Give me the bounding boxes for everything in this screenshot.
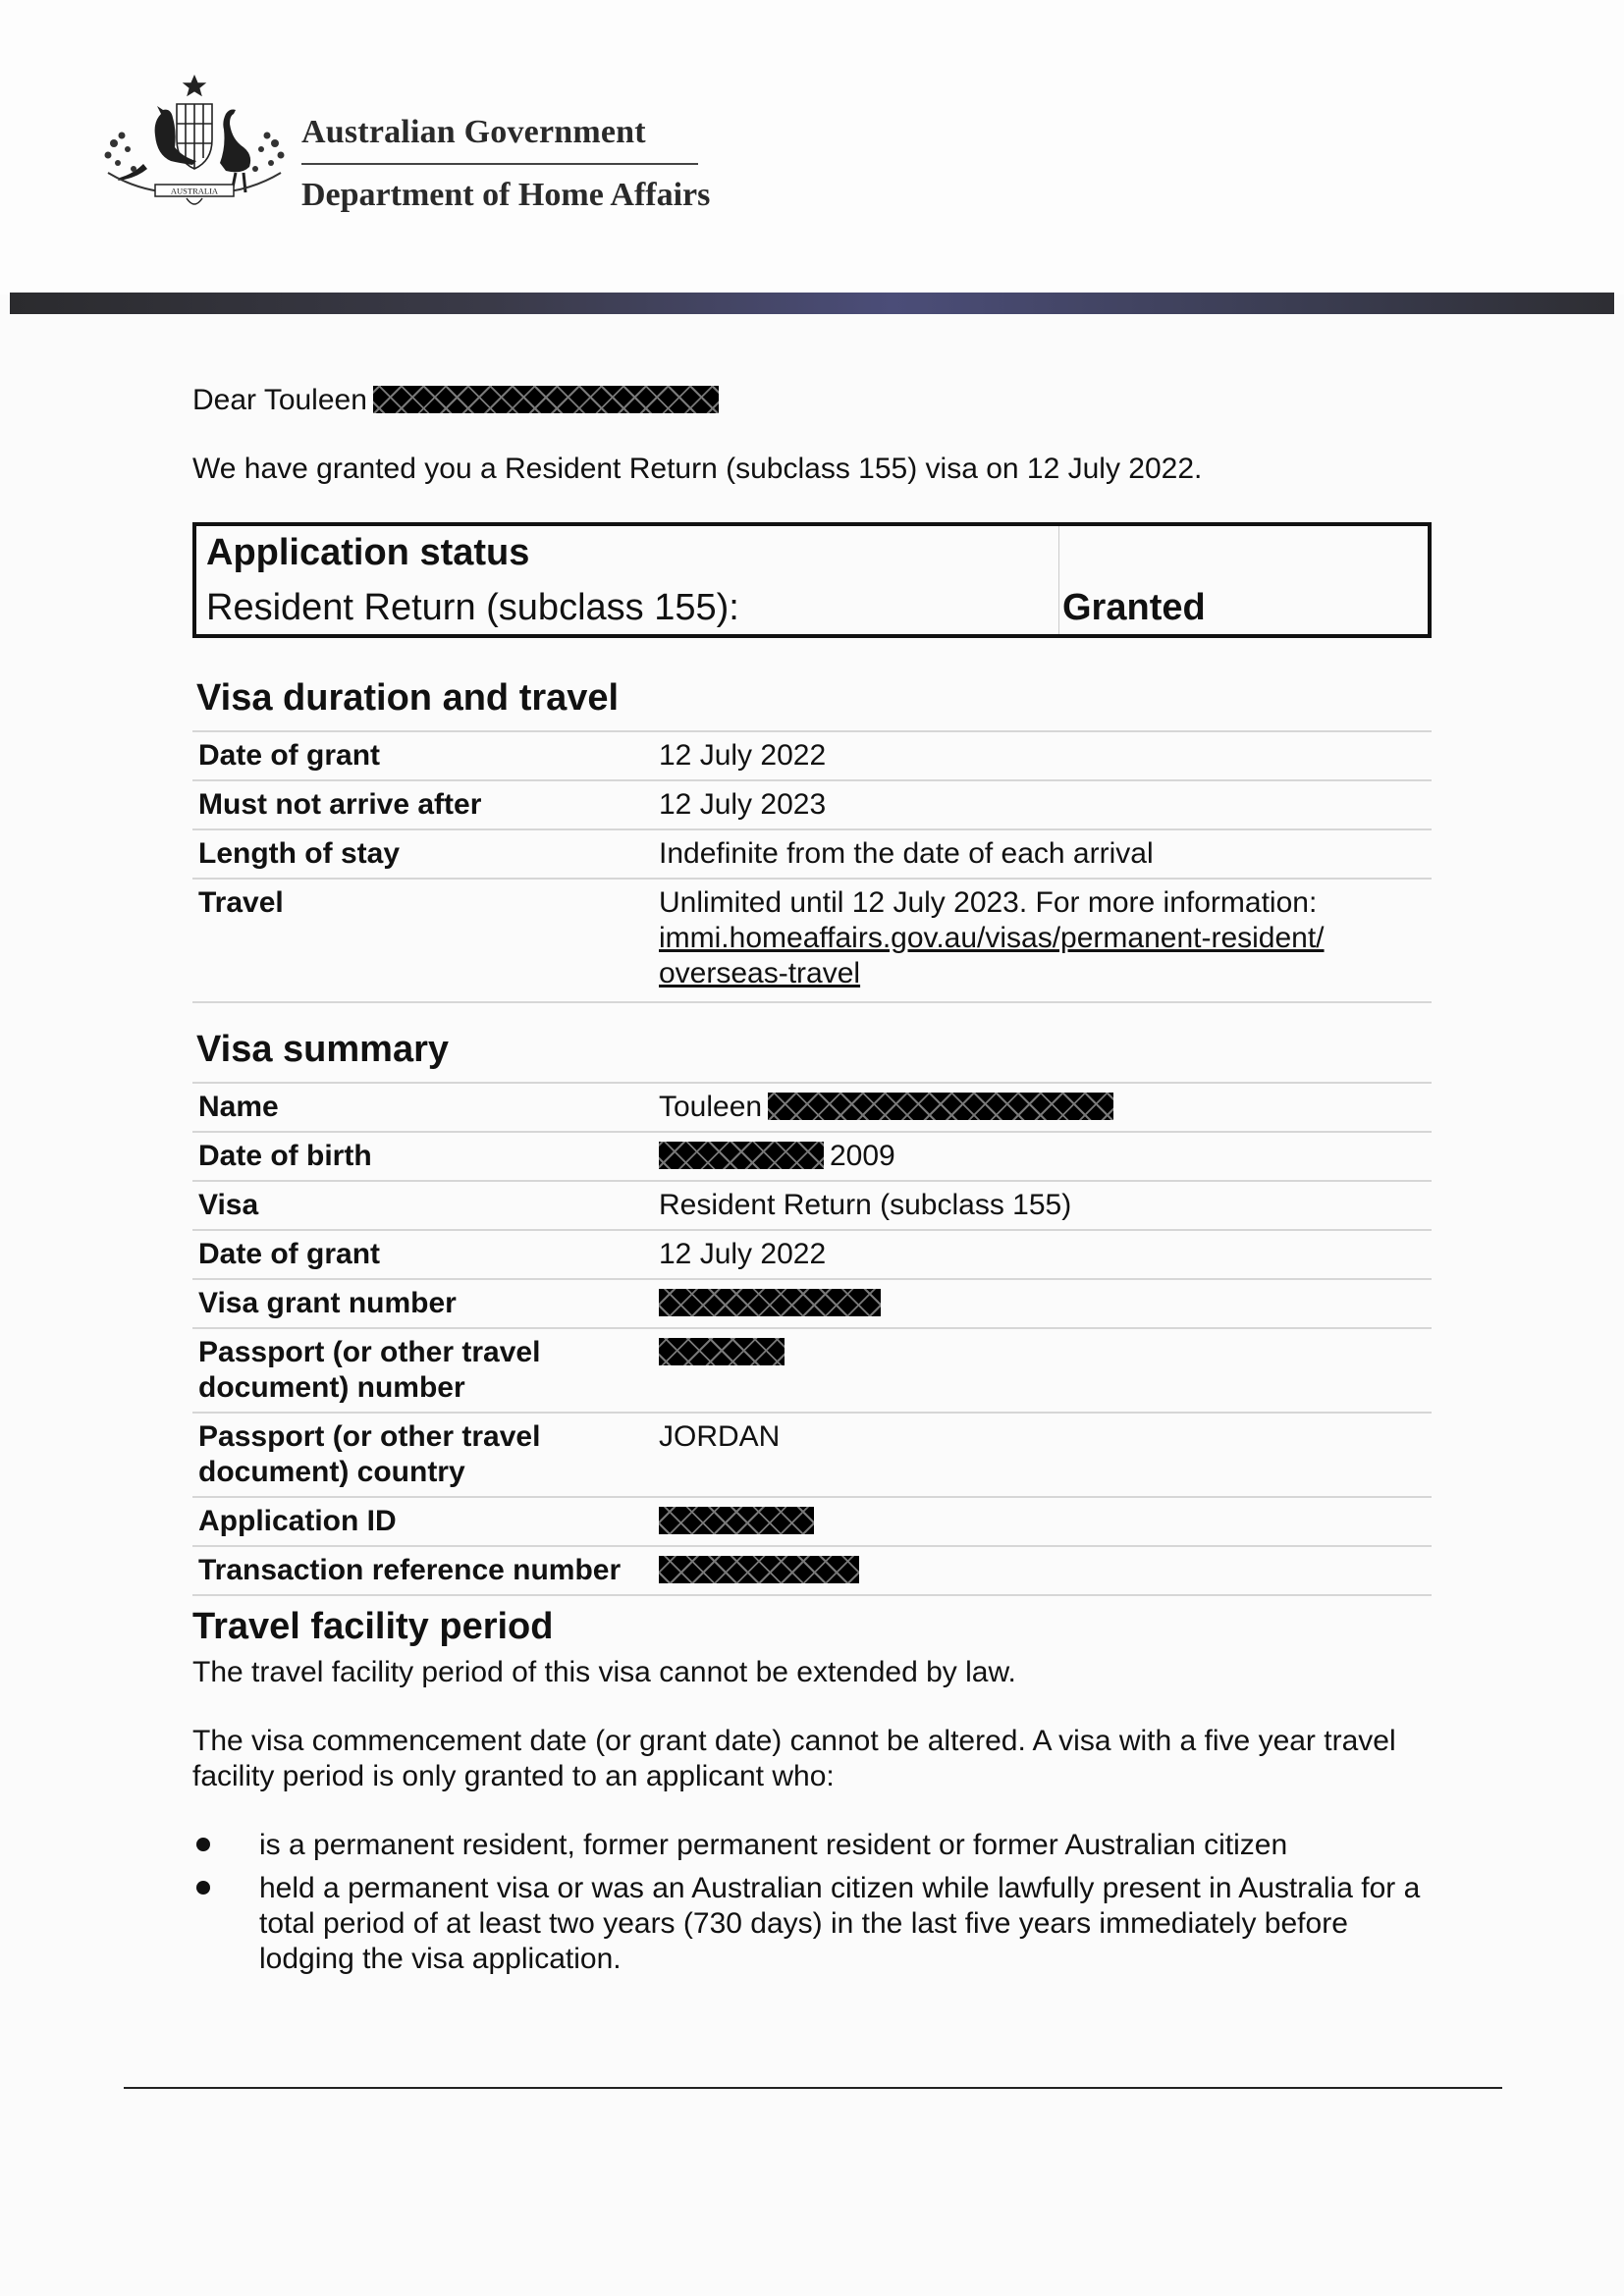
table-row [192,879,1432,1002]
letter-intro [192,383,1432,487]
table-row [192,1083,1432,1132]
row-key: Date of grant [192,1230,653,1279]
row-key: Visa grant number [192,1279,653,1328]
row-value [653,1279,1432,1328]
row-key: Length of stay [192,829,653,879]
row-value [653,1083,1432,1132]
table-row [192,1132,1432,1181]
travel-facility-title: Travel facility period [192,1606,554,1647]
overseas-travel-link[interactable]: immi.homeaffairs.gov.au/visas/permanent-resident/ [659,922,1325,954]
row-value [653,1328,1432,1413]
birth-year: 2009 [830,1140,895,1172]
visa-duration-table [192,730,1432,1003]
redacted-application-id [659,1507,814,1534]
visa-summary-table [192,1082,1432,1596]
row-value: Indefinite from the date of each arrival [653,829,1432,879]
list-item-text: held a permanent visa or was an Australian citizen while lawfully present in Australia for a total period of at least two years (730 days) in the last five years immediately before lodging the visa application. [259,1872,1421,1975]
grant-sentence: We have granted you a Resident Return (subclass 155) visa on 12 July 2022. [192,453,1203,485]
table-row [192,1181,1432,1230]
status-value: Granted [1062,587,1206,628]
row-key: Must not arrive after [192,780,653,829]
row-key: Name [192,1083,653,1132]
table-row [192,731,1432,780]
row-key-line: document) number [198,1371,465,1404]
row-key: Date of grant [192,731,653,780]
row-key: Visa [192,1181,653,1230]
list-item-text: is a permanent resident, former permanent resident or former Australian citizen [259,1829,1288,1861]
redacted-birth-day-month [659,1142,824,1169]
government-name: Australian Government [301,114,646,150]
header-stripe [10,293,1614,314]
row-value: 12 July 2023 [653,780,1432,829]
table-row [192,829,1432,879]
coat-of-arms-icon [98,75,291,218]
row-key: Transaction reference number [192,1546,653,1595]
list-item [192,1828,1432,1863]
overseas-travel-link-continued[interactable]: overseas-travel [659,957,861,989]
row-value [653,1132,1432,1181]
department-name: Department of Home Affairs [301,177,711,213]
redacted-passport-number [659,1338,785,1365]
table-row [192,1546,1432,1595]
redacted-surname [768,1093,1113,1120]
row-key-line: Passport (or other travel [198,1420,541,1453]
status-column-divider [1058,526,1059,634]
bullet-icon [196,1881,210,1895]
row-key [192,1328,653,1413]
redacted-transaction-reference [659,1556,859,1583]
table-row [192,780,1432,829]
status-title: Application status [206,532,530,573]
row-value: 12 July 2022 [653,731,1432,780]
table-row [192,1328,1432,1413]
list-item [192,1871,1432,1977]
footer-divider [124,2087,1502,2089]
greeting-text: Dear Touleen [192,384,367,416]
eligibility-list [192,1828,1432,1985]
row-value [653,879,1432,1002]
redacted-grant-number [659,1289,881,1316]
table-row [192,1497,1432,1546]
row-value [653,1546,1432,1595]
row-key: Travel [192,879,653,1002]
table-row [192,1230,1432,1279]
commencement-paragraph: The visa commencement date (or grant date) cannot be altered. A visa with a five year travel facility period is only granted to an applicant who: [192,1725,1396,1792]
travel-facility-paragraph: The travel facility period of this visa cannot be extended by law. [192,1656,1016,1688]
row-value: 12 July 2022 [653,1230,1432,1279]
status-label: Resident Return (subclass 155): [206,587,739,628]
row-key: Application ID [192,1497,653,1546]
row-value: JORDAN [653,1413,1432,1497]
given-name: Touleen [659,1091,763,1123]
row-key-line: document) country [198,1456,465,1488]
letterhead [0,0,1624,294]
visa-summary-title: Visa summary [196,1029,450,1070]
application-status-box [192,522,1432,638]
row-key-line: Passport (or other travel [198,1336,541,1368]
greeting [192,383,1432,418]
row-key [192,1413,653,1497]
redacted-surname [373,386,719,413]
row-value: Resident Return (subclass 155) [653,1181,1432,1230]
bullet-icon [196,1838,210,1851]
visa-duration-title: Visa duration and travel [196,677,620,719]
travel-text: Unlimited until 12 July 2023. For more information: [659,886,1318,919]
crest-banner-text: AUSTRALIA [170,186,219,196]
row-value [653,1497,1432,1546]
table-row [192,1413,1432,1497]
table-row [192,1279,1432,1328]
letterhead-divider [301,163,698,165]
row-key: Date of birth [192,1132,653,1181]
